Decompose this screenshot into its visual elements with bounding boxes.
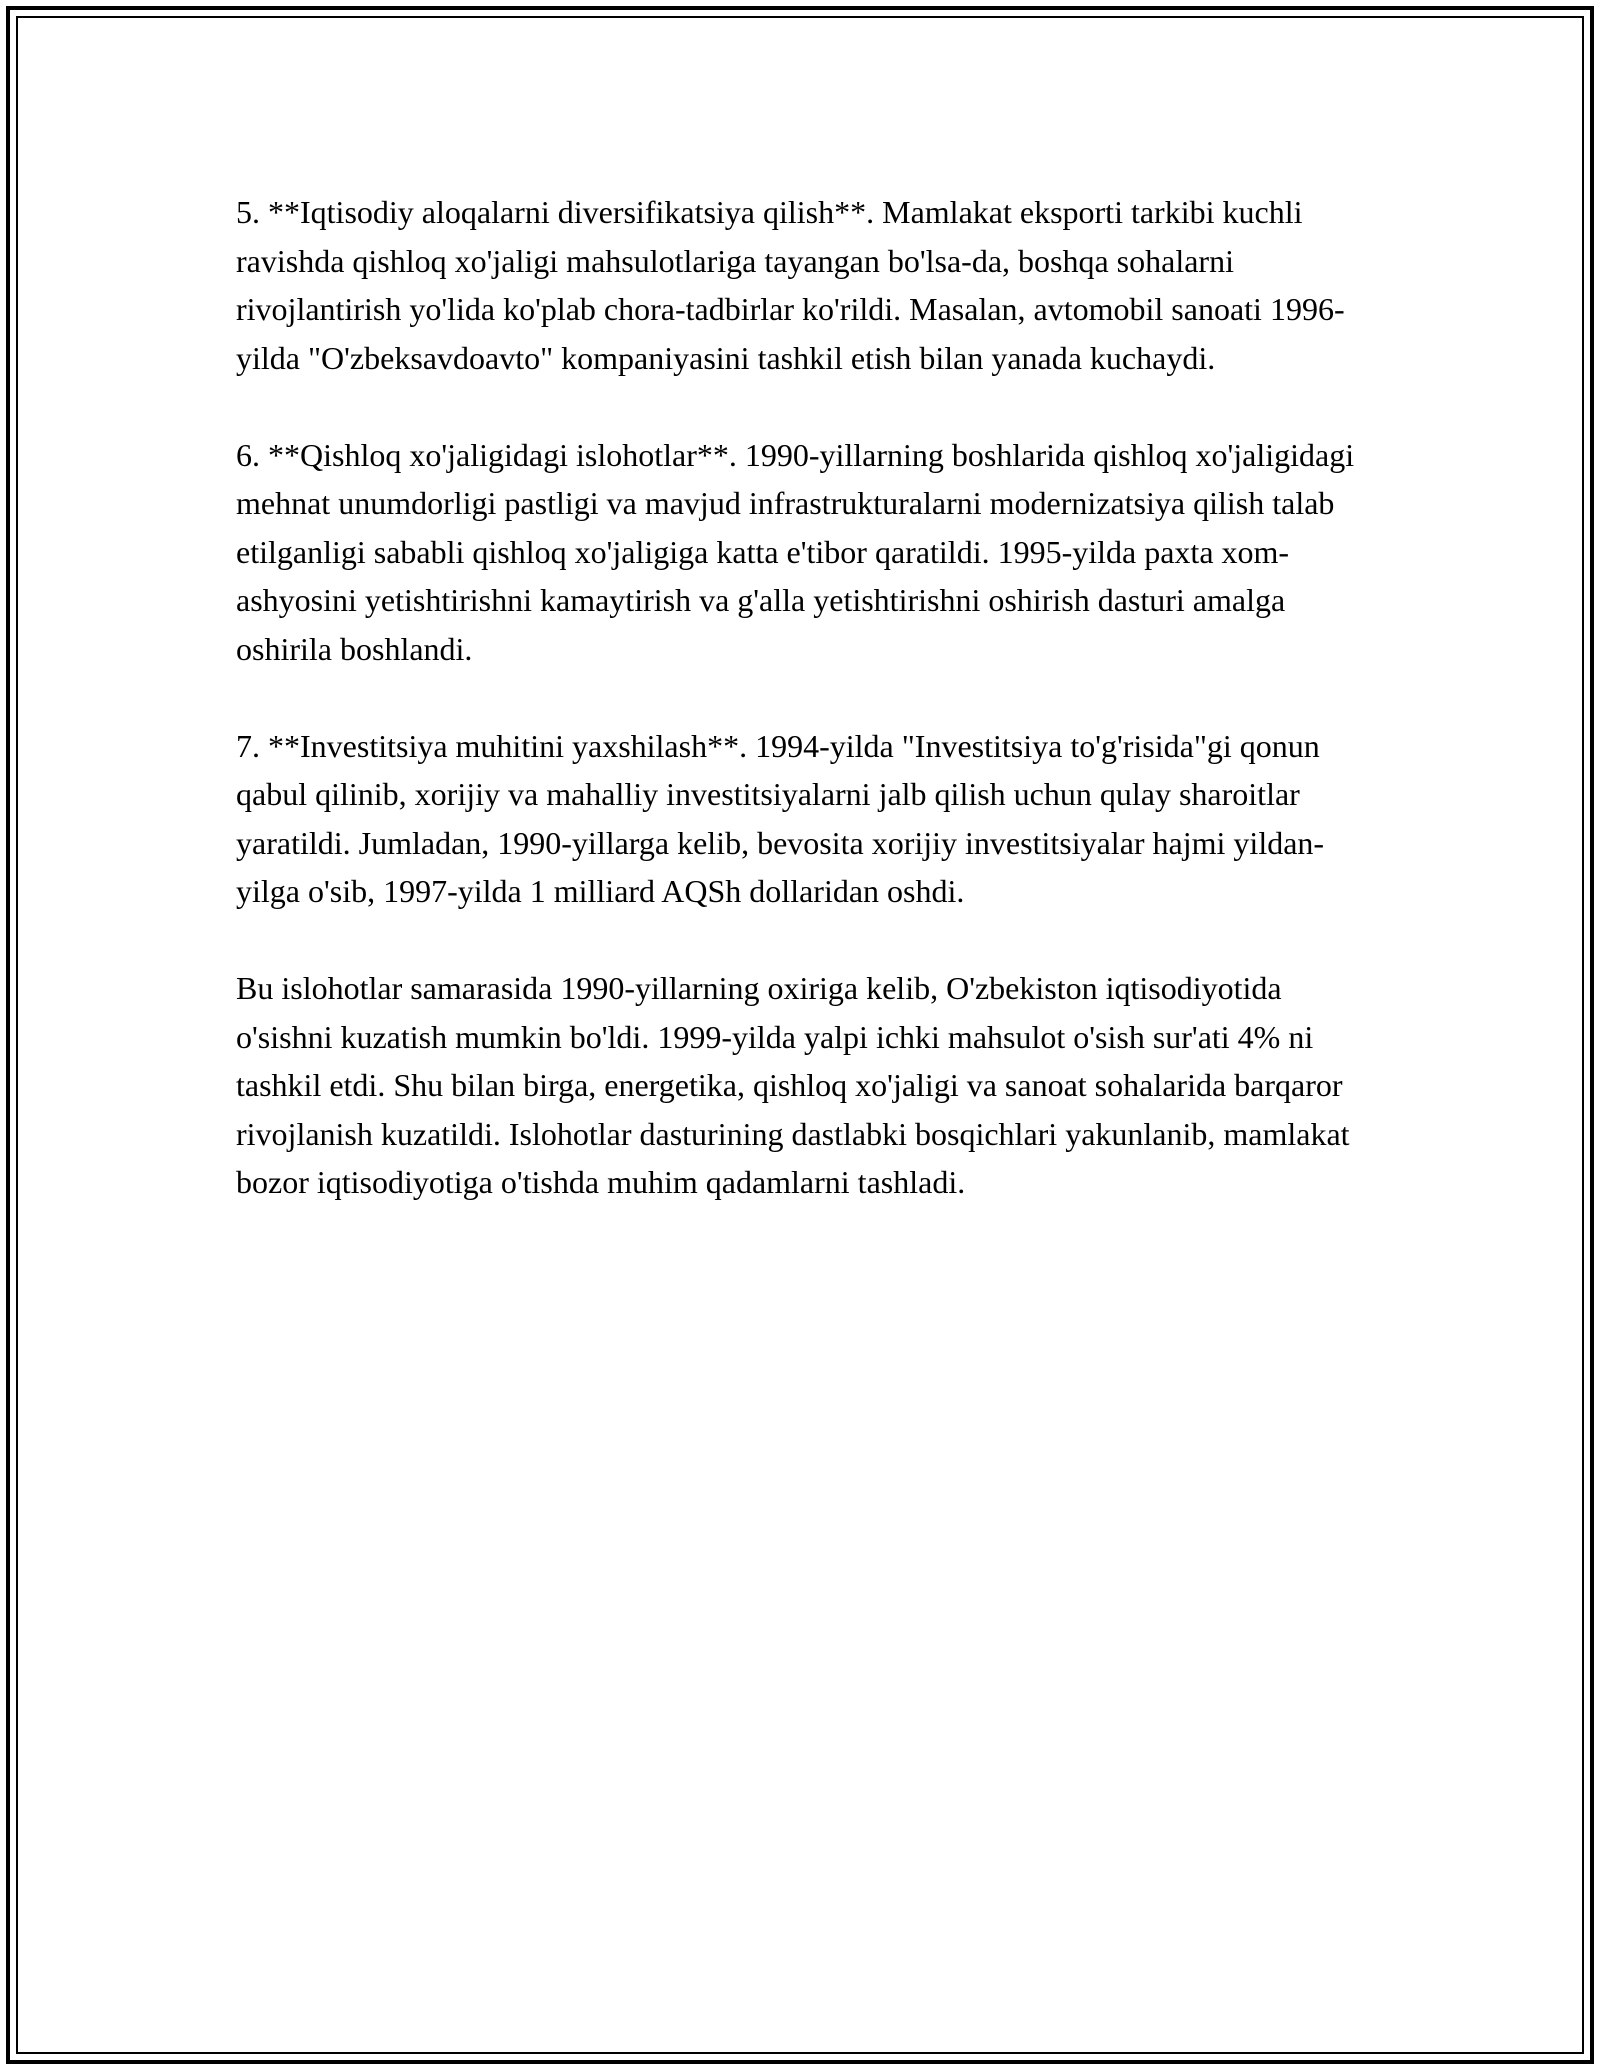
paragraph-investment-climate: 7. **Investitsiya muhitini yaxshilash**. 1994-yilda "Investitsiya to'g'risida"gi qonun qabul qilinib, xorijiy va mahalliy investitsiyalarni jalb qilish uchun qulay sharoitlar yaratildi. Jumladan, 1990-yillarga kelib, bevosita xorijiy investitsiyalar hajmi yildan-yilga o'sib, 1997-yilda 1 milliard AQSh dollaridan oshdi. [236, 727, 1325, 909]
paragraph-agriculture-reforms: 6. **Qishloq xo'jaligidagi islohotlar**. 1990-yillarning boshlarida qishloq xo'jaligidagi mehnat unumdorligi pastligi va mavjud infrastrukturalarni modernizatsiya qilish talab etilganligi sababli qishloq xo'jaligiga katta e'tibor qaratildi. 1995-yilda paxta xom-ashyosini yetishtirishni kamaytirish va g'alla yetishtirishni oshirish dasturi amalga oshirila boshlandi. [236, 436, 1355, 667]
paragraph-conclusion: Bu islohotlar samarasida 1990-yillarning oxiriga kelib, O'zbekiston iqtisodiyotida o'sishni kuzatish mumkin bo'ldi. 1999-yilda yalpi ichki mahsulot o'sish sur'ati 4% ni tashkil etdi. Shu bilan birga, energetika, qishloq xo'jaligi va sanoat sohalarida barqaror rivojlanish kuzatildi. Islohotlar dasturining dastlabki bosqichlari yakunlanib, mamlakat bozor iqtisodiyotiga o'tishda muhim qadamlarni tashladi. [236, 970, 1350, 1200]
paragraph-economic-diversification: 5. **Iqtisodiy aloqalarni diversifikatsiya qilish**. Mamlakat eksporti tarkibi kuchli ravishda qishloq xo'jaligi mahsulotlariga tayangan bo'lsa-da, boshqa sohalarni rivojlantirish yo'lida ko'plab chora-tadbirlar ko'rildi. Masalan, avtomobil sanoati 1996-yilda "O'zbeksavdoavto" kompaniyasini tashkil etish bilan yanada kuchaydi. [236, 194, 1345, 376]
document-body [236, 188, 1376, 1255]
